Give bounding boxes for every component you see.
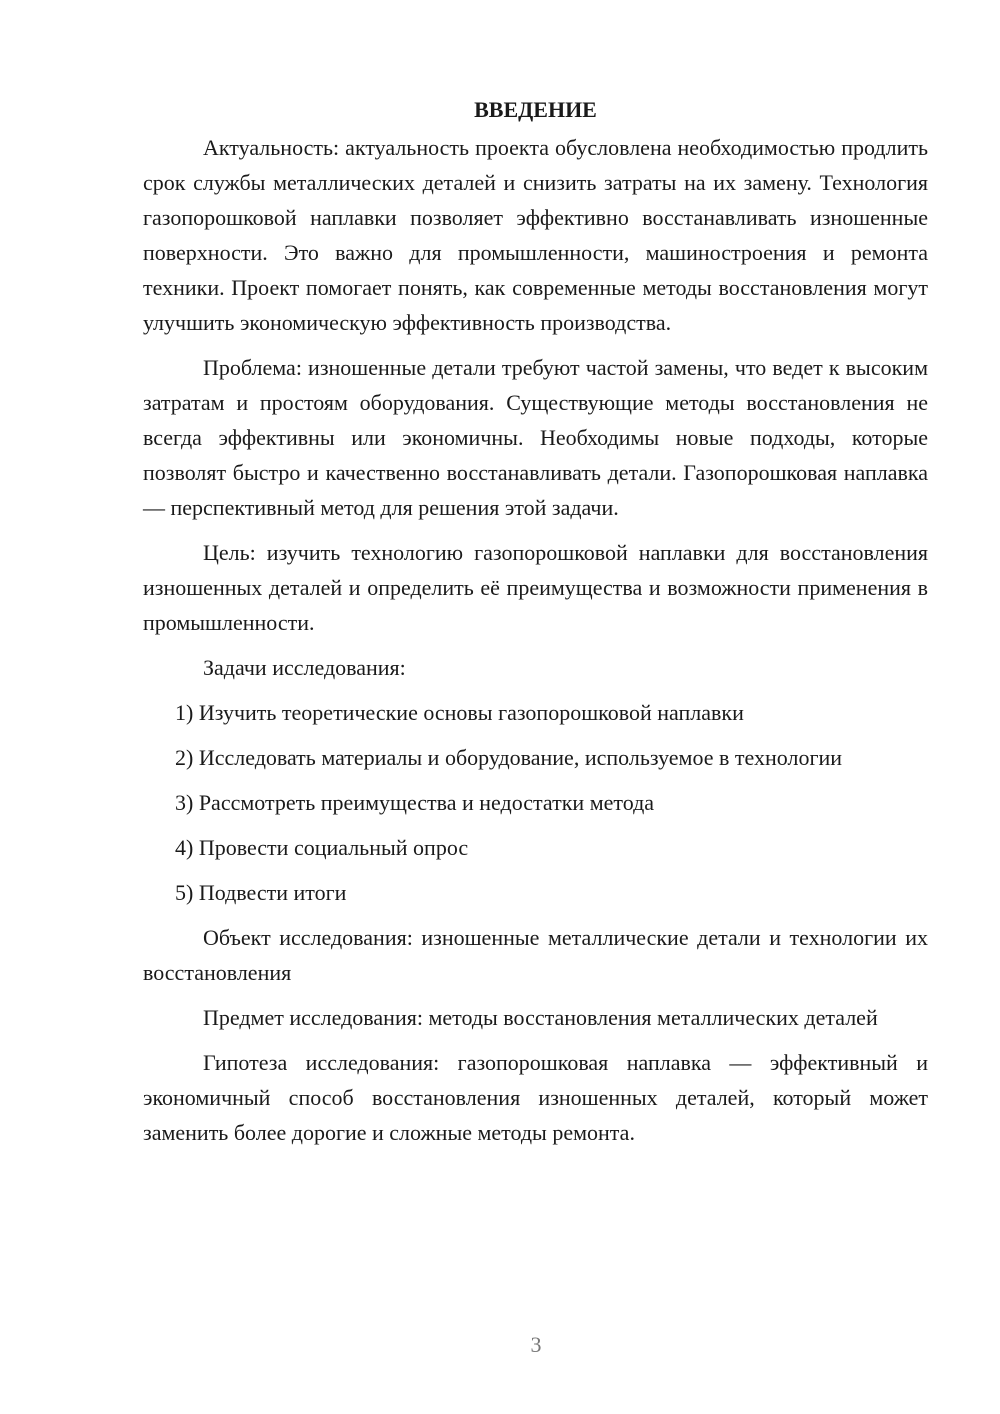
object-paragraph: Объект исследования: изношенные металлические детали и технологии их восстановления xyxy=(143,925,928,985)
page-title: ВВЕДЕНИЕ xyxy=(474,97,597,122)
task-item: 3) Рассмотреть преимущества и недостатки метода xyxy=(175,790,655,815)
tasks-heading: Задачи исследования: xyxy=(203,655,406,680)
hypothesis-paragraph: Гипотеза исследования: газопорошковая наплавка — эффективный и экономичный способ восстановления изношенных деталей, который может заменить более дорогие и сложные методы ремонта. xyxy=(143,1050,928,1145)
relevance-paragraph: Актуальность: актуальность проекта обусловлена необходимостью продлить срок службы металлических деталей и снизить затраты на их замену. Технология газопорошковой наплавки позволяет эффективно восстанавливать изношенные поверхности. Это важно для промышленности, машиностроения и ремонта техники. Проект помогает понять, как современные методы восстановления могут улучшить экономическую эффективность производства. xyxy=(143,135,928,335)
goal-paragraph: Цель: изучить технологию газопорошковой наплавки для восстановления изношенных деталей и определить её преимущества и возможности применения в промышленности. xyxy=(143,540,928,635)
page-number: 3 xyxy=(530,1332,542,1357)
task-item: 4) Провести социальный опрос xyxy=(175,835,469,860)
task-item: 5) Подвести итоги xyxy=(175,880,347,905)
task-item: 1) Изучить теоретические основы газопорошковой наплавки xyxy=(175,700,744,725)
tasks-list xyxy=(143,695,928,910)
problem-paragraph: Проблема: изношенные детали требуют частой замены, что ведет к высоким затратам и простоям оборудования. Существующие методы восстановления не всегда эффективны или экономичны. Необходимы новые подходы, которые позволят быстро и качественно восстанавливать детали. Газопорошковая наплавка — перспективный метод для решения этой задачи. xyxy=(143,355,928,520)
document-page xyxy=(143,95,928,1150)
task-item: 2) Исследовать материалы и оборудование, используемое в технологии xyxy=(175,745,843,770)
subject-paragraph: Предмет исследования: методы восстановления металлических деталей xyxy=(203,1005,878,1030)
